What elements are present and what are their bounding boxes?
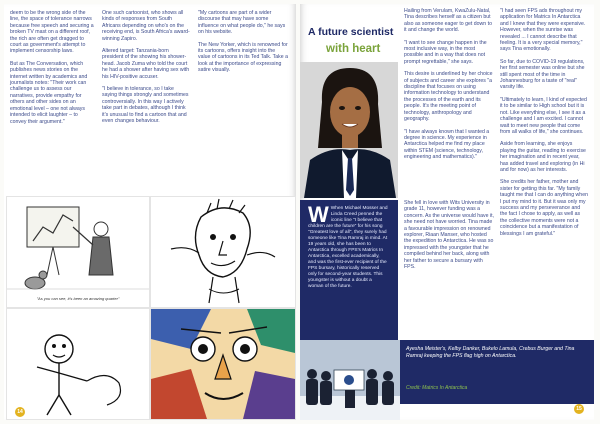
cartoon-abstract-face (150, 308, 296, 420)
paragraph: "I have always known that I wanted a degree in science. My experience in Antarctica helped me find my place within STEM (science, technology, engineering and mathematics)." (404, 128, 490, 161)
right-col-right (500, 8, 588, 243)
intro-box (300, 200, 398, 340)
right-page (300, 4, 594, 420)
left-col-2 (102, 10, 190, 131)
portrait-photo (300, 62, 398, 198)
left-col-3 (198, 10, 288, 80)
paragraph: So far, due to COVID-19 regulations, her first semester was online but she still spent most of the time in Johannesburg for a taste of "real" varsity life. (500, 58, 585, 91)
paragraph: "I want to see change happen in the most inclusive way, in the most possible and in a way that does not prompt regrettable," she says. (404, 39, 487, 65)
portrait-illustration (300, 62, 398, 198)
paragraph: "I had seen FPS ads throughout my application for Matrics In Antarctica and I knew that they were expensive. However, when the sunrise was revealed ... I cannot describe that feeling. It is a very special memory," says Tina emotionally. (500, 8, 586, 53)
photo-credit: Credit: Matrics In Antarctica (406, 385, 468, 391)
paragraph: The New Yorker, which is renowned for its cartoons, offers insight into the value of cartoons in its Ted Talk. Take a look at the importance of expressing satire visually. (198, 41, 288, 74)
paragraph: Aside from learning, she enjoys playing the guitar, reading to exercise her imagination and in recent year, has added travel and exploring (in Hi and for now) as her interests. (500, 141, 586, 173)
article-title-line1: A future scientist (308, 26, 394, 38)
group-photo-illustration (300, 340, 400, 420)
face-sketch-illustration (151, 197, 295, 307)
paragraph: One such cartoonist, who shows all kinds of responses from South Africans depending on who's on the receiving end, is South Africa's award-winning Zapiro. (102, 10, 190, 42)
cartoon-office-presentation (6, 196, 150, 308)
paragraph: This desire is underlined by her choice of subjects and career she explores "a discipline that focuses on using information technology to understand the processes of the earth and its people. It's the meeting point of technology, anthropology and geography. (404, 71, 493, 123)
paragraph: "Ultimately to learn, I kind of expected it to be similar to High school but it is not. Like everything else, I see it as a challenge and I am excited. I cannot wait to meet new people that come from all walks of life," she continues. (500, 96, 587, 135)
abstract-face-illustration (151, 309, 295, 419)
left-col-1 (10, 10, 94, 131)
paragraph: She credits her father, mother and sister for getting this far. "My family taught me that I can do anything when I put my mind to it. But it was only my success and my perseverance and the fact I chose to apply, as well as the collective moments were not a coincidence but a manifestation of blessings I am grateful." (500, 179, 588, 237)
paragraph: Altered target: Tanzania-born president of the showing his shower-head. Jacob Zuma who told the court he had a shower after having sex with his HIV-positive accuser. (102, 48, 190, 80)
dropcap-letter: W (308, 202, 329, 227)
paragraph: "My cartoons are part of a wider discourse that may have some influence on what people do," he says on his website. (198, 10, 286, 36)
right-col-mid (404, 8, 494, 167)
photo-caption: Ayesha Meister's, Kelby Danker, Bukelo Lamula, Crebus Burger and Tina Ramraj keeping the FPS flag high on Antarctica. (406, 346, 575, 359)
stick-doodle-illustration (7, 309, 149, 419)
article-title-line2: with heart (326, 43, 381, 55)
paragraph: "I believe in tolerance, so I take saying things strongly and sometimes controversially. In this way I actively take part in debates, although I think it's unusual to find a cartoon that and even changes behaviour. (102, 86, 189, 125)
cartoon-sketch-face (150, 196, 296, 308)
paragraph: deem to be the wrong side of the line, the space of tolerance narrows because free speech and securing a broken TV mast on a different roof, the rich are often get dragged to court as government's attempt to implement censorship laws. (10, 10, 94, 55)
paragraph: Hailing from Verulam, KwaZulu-Natal, Tina describes herself as a citizen but also as someone eager to get down to it and change the world. (404, 8, 492, 34)
paragraph: She fell in love with Wits University in grade 11, however funding was a concern. As the universe would have it, she need not have worried. Tina made a favourable impression on renowned explorer, Riaan Manser, who hosted the expedition to Antarctica. He was so impressed with the youngster that he compiled behind her back, along with her father to secure a bursary with FPS. (404, 200, 494, 271)
group-photo (300, 340, 400, 420)
page-number-right: 15 (574, 404, 584, 414)
paragraph: But as The Conversation, which publishes news stories on the internet written by academics and journalists notes: "Their work can challenge us to assess our narratives, provide empathy for others and other sides on an emotional level – one not always intended to elicit laughter – to convey their argument." (10, 60, 88, 125)
page-number-left: 14 (15, 407, 25, 417)
intro-paragraph-1: When Michael Mosser and Linda Creed penned the iconic line "I believe that children are the future" for his song "Greatest love of all", they surely had someone like Tina Ramraj in mind. At 19 years old, she has been to Antarctica through FPS's Matrics In Antarctica, excelled academically, and was the first-ever recipient of the FPS bursary, historically reserved only for second-year students. This youngster is without a doubt a woman of the future. (308, 206, 388, 289)
office-cartoon-illustration (7, 197, 149, 307)
left-page (4, 4, 296, 420)
intro-continued (404, 200, 494, 276)
intro-text (308, 202, 388, 290)
cartoon-caption: "As you can see, it's been an amazing quarter" (36, 296, 120, 301)
cartoon-stick-doodle (6, 308, 150, 420)
